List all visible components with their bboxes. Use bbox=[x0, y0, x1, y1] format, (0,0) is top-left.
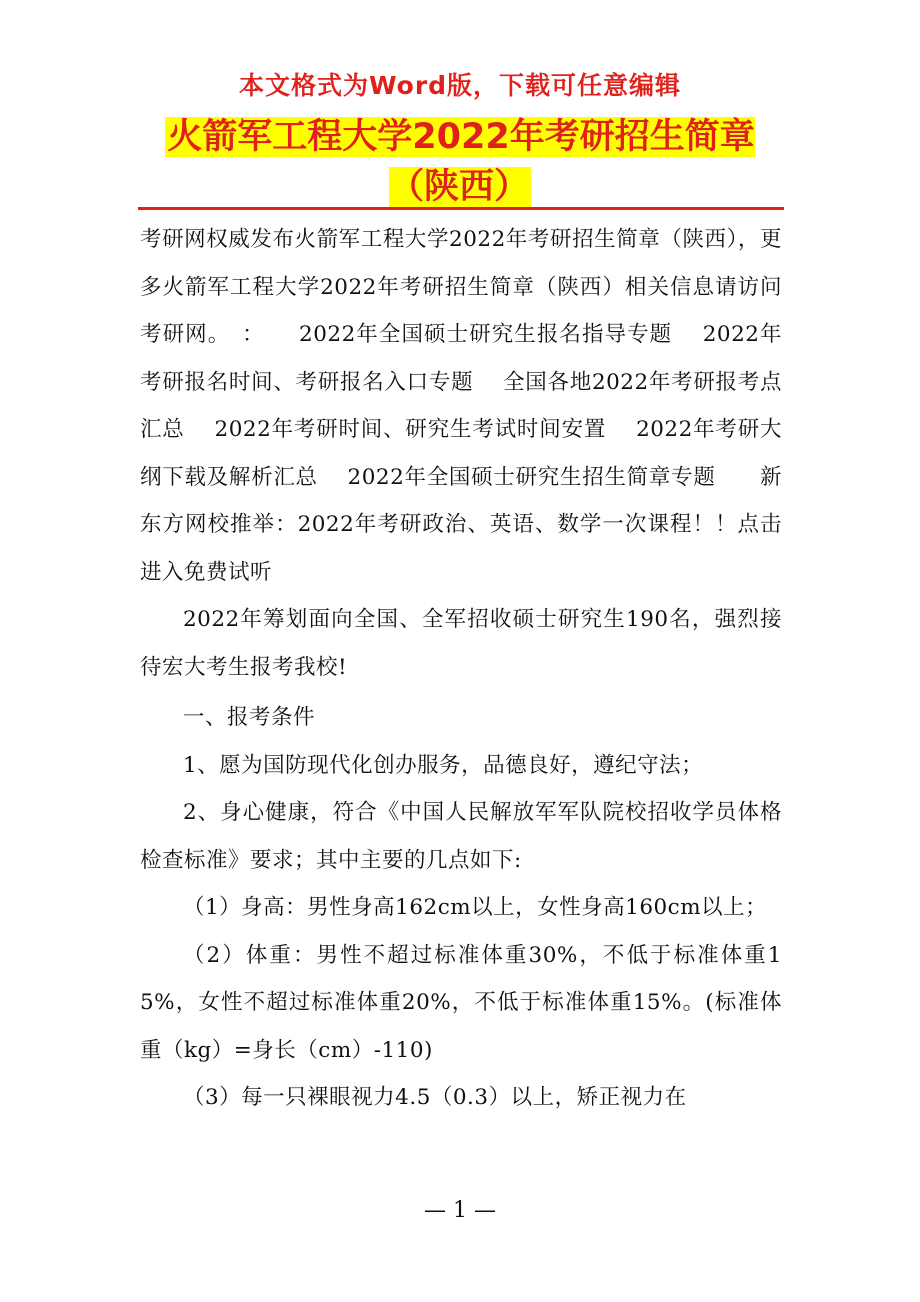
intro-paragraph: 考研网权威发布火箭军工程大学2022年考研招生简章（陕西），更多火箭军工程大学2022年考研招生简章（陕西）相关信息请访问考研网。 ： 2022年全国硕士研究生报名指导专题 2022年考研报名时间、考研报名入口专题 全国各地2022年考研报考点汇总 2022年考研时间、研究生考试时间安置 2022年考研大纲下载及解析汇总 2022年全国硕士研究生招生简章专题 新东方网校推举：2022年考研政治、英语、数学一次课程！！点击进入免费试听 bbox=[140, 227, 782, 585]
health-item-height: （1）身高：男性身高162cm以上，女性身高160cm以上； bbox=[183, 895, 768, 920]
title-divider bbox=[138, 207, 784, 210]
requirement-item-1: 1、愿为国防现代化创办服务，品德良好，遵纪守法； bbox=[183, 752, 704, 778]
enrollment-paragraph: 2022年筹划面向全国、全军招收硕士研究生190名，强烈接待宏大考生报考我校! bbox=[140, 607, 782, 680]
document-title bbox=[140, 112, 780, 212]
document-title-text: 火箭军工程大学2022年考研招生简章（陕西） bbox=[167, 117, 755, 207]
requirement-item-2: 2、身心健康，符合《中国人民解放军军队院校招收学员体格检查标准》要求；其中主要的几点如下: bbox=[140, 800, 782, 873]
section-heading-requirements: 一、报考条件 bbox=[183, 705, 316, 730]
page-number: — 1 — bbox=[424, 1198, 496, 1223]
health-item-weight: （2）体重：男性不超过标准体重30%，不低于标准体重15%，女性不超过标准体重20%，不低于标准体重15%。(标准体重（kg）=身长（cm）-110) bbox=[140, 942, 782, 1063]
format-notice: 本文格式为Word版，下载可任意编辑 bbox=[238, 71, 682, 100]
document-body bbox=[140, 216, 782, 1122]
health-item-vision: （3）每一只裸眼视力4.5（0.3）以上，矫正视力在 bbox=[183, 1085, 687, 1110]
